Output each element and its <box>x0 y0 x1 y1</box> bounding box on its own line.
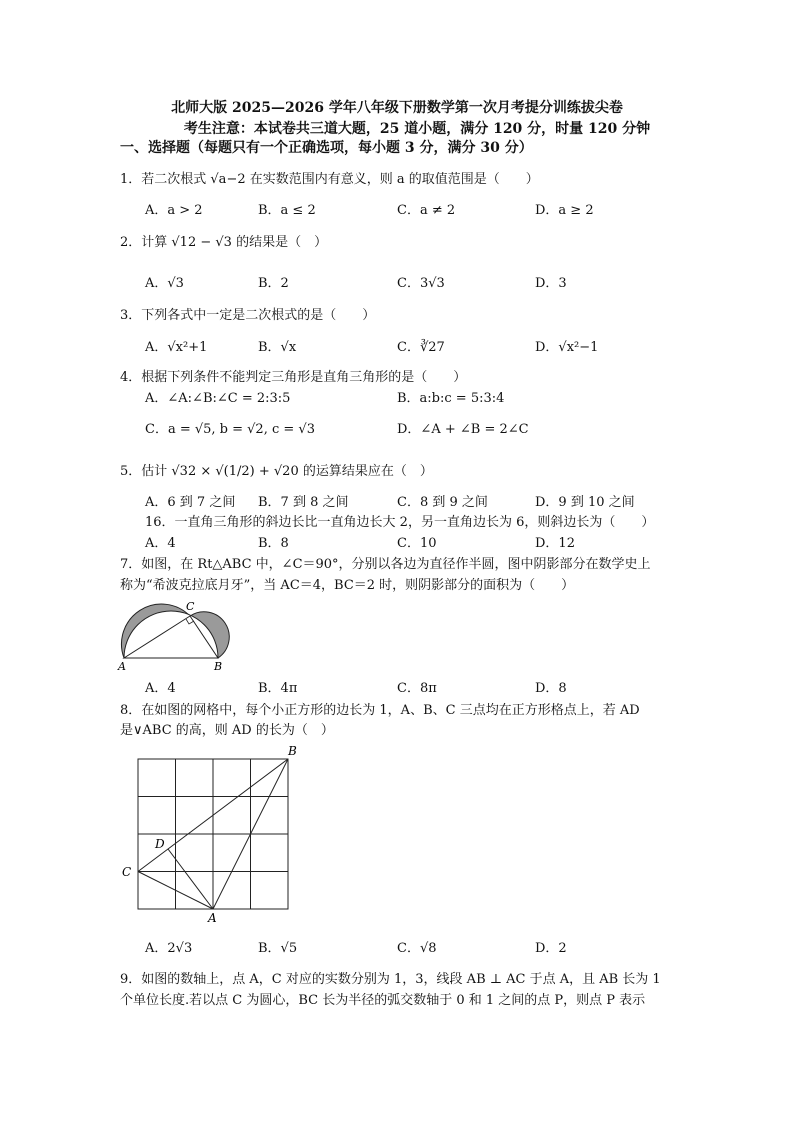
question-16-option-c[interactable]: C．10 <box>397 536 437 551</box>
figure-8-grid <box>118 742 308 924</box>
question-9-stem-continued: 个单位长度.若以点 C 为圆心，BC 长为半径的弧交数轴于 0 和 1 之间的点 P，则点 P 表示 <box>120 993 646 1008</box>
question-4-option-c[interactable]: C．a = √5, b = √2, c = √3 <box>145 422 315 437</box>
figure-7-lunes <box>114 598 244 672</box>
question-7-stem: 7．如图，在 Rt△ABC 中，∠C＝90°，分别以各边为直径作半圆，图中阴影部分在数学史上 <box>120 557 651 572</box>
question-8-option-c[interactable]: C．√8 <box>397 941 437 956</box>
question-2-option-d[interactable]: D．3 <box>535 276 567 291</box>
figure-7-label-b: B <box>214 660 223 672</box>
question-2-stem: 2．计算 √12 − √3 的结果是（ ） <box>120 235 328 250</box>
question-5-stem: 5．估计 √32 × √(1/2) + √20 的运算结果应在（ ） <box>120 464 433 479</box>
question-1-option-b[interactable]: B．a ≤ 2 <box>258 203 316 218</box>
question-8-stem-continued: 是∨ABC 的高，则 AD 的长为（ ） <box>120 723 334 738</box>
question-9-stem: 9．如图的数轴上，点 A，C 对应的实数分别为 1，3，线段 AB ⊥ AC 于点 A，且 AB 长为 1 <box>120 972 661 987</box>
question-3-option-d[interactable]: D．√x²−1 <box>535 340 599 355</box>
question-7-option-a[interactable]: A．4 <box>145 681 176 696</box>
question-7-option-b[interactable]: B．4π <box>258 681 298 696</box>
question-16-option-d[interactable]: D．12 <box>535 536 575 551</box>
question-8-option-b[interactable]: B．√5 <box>258 941 298 956</box>
question-1-stem: 1．若二次根式 √a−2 在实数范围内有意义，则 a 的取值范围是（ ） <box>120 172 539 187</box>
question-8-stem: 8．在如图的网格中，每个小正方形的边长为 1，A、B、C 三点均在正方形格点上，若 AD <box>120 703 640 718</box>
question-16-option-a[interactable]: A．4 <box>145 536 176 551</box>
question-3-option-c[interactable]: C．∛27 <box>397 340 445 355</box>
question-7-option-d[interactable]: D．8 <box>535 681 567 696</box>
question-4-option-d[interactable]: D．∠A + ∠B = 2∠C <box>397 422 529 437</box>
question-7-option-c[interactable]: C．8π <box>397 681 437 696</box>
question-2-option-b[interactable]: B．2 <box>258 276 289 291</box>
question-2-option-a[interactable]: A．√3 <box>145 276 184 291</box>
question-5-option-c[interactable]: C．8 到 9 之间 <box>397 495 488 510</box>
question-2-option-c[interactable]: C．3√3 <box>397 276 445 291</box>
question-3-option-b[interactable]: B．√x <box>258 340 297 355</box>
question-5-option-b[interactable]: B．7 到 8 之间 <box>258 495 349 510</box>
question-7-stem-continued: 称为“希波克拉底月牙”，当 AC＝4，BC＝2 时，则阴影部分的面积为（ ） <box>120 578 575 593</box>
question-1-option-a[interactable]: A．a > 2 <box>145 203 203 218</box>
grid-lines <box>138 759 288 909</box>
question-16-stem: 16．一直角三角形的斜边长比一直角边长大 2，另一直角边长为 6，则斜边长为（ ） <box>145 515 655 530</box>
question-4-option-b[interactable]: B．a:b:c = 5:3:4 <box>397 391 505 406</box>
question-16-option-b[interactable]: B．8 <box>258 536 289 551</box>
question-1-option-d[interactable]: D．a ≥ 2 <box>535 203 594 218</box>
question-5-option-a[interactable]: A．6 到 7 之间 <box>145 495 236 510</box>
question-5-option-d[interactable]: D．9 到 10 之间 <box>535 495 635 510</box>
figure-7-label-c: C <box>186 600 195 613</box>
question-3-stem: 3．下列各式中一定是二次根式的是（ ） <box>120 308 376 323</box>
figure-7-label-a: A <box>118 660 126 672</box>
section-heading: 一、选择题（每题只有一个正确选项，每小题 3 分，满分 30 分） <box>120 140 533 156</box>
exam-title: 北师大版 2025—2026 学年八年级下册数学第一次月考提分训练拔尖卷 <box>171 100 623 116</box>
question-1-option-c[interactable]: C．a ≠ 2 <box>397 203 456 218</box>
question-3-option-a[interactable]: A．√x²+1 <box>145 340 208 355</box>
question-8-option-a[interactable]: A．2√3 <box>145 941 193 956</box>
figure-8-label-d: D <box>155 837 165 851</box>
question-4-stem: 4．根据下列条件不能判定三角形是直角三角形的是（ ） <box>120 370 467 385</box>
figure-8-label-b: B <box>288 744 297 758</box>
figure-8-label-c: C <box>122 865 132 879</box>
question-4-option-a[interactable]: A．∠A:∠B:∠C = 2:3:5 <box>145 391 291 406</box>
exam-notice: 考生注意：本试卷共三道大题，25 道小题，满分 120 分，时量 120 分钟 <box>183 121 651 137</box>
figure-8-label-a: A <box>208 911 217 924</box>
question-8-option-d[interactable]: D．2 <box>535 941 567 956</box>
